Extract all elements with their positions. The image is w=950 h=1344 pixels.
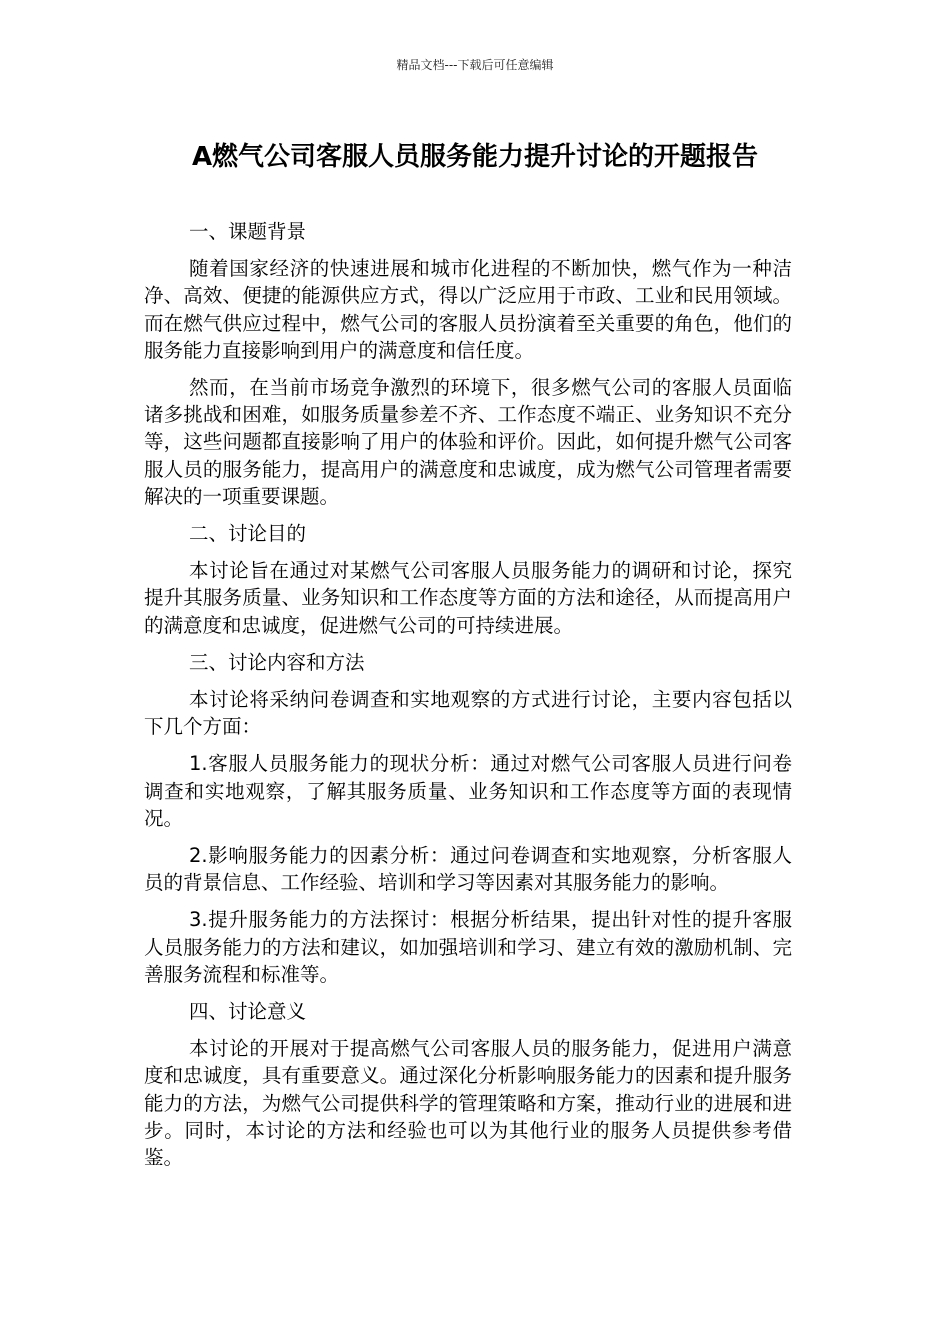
paragraph: 本讨论的开展对于提高燃气公司客服人员的服务能力，促进用户满意度和忠诚度，具有重要意义。通过深化分析影响服务能力的因素和提升服务能力的方法，为燃气公司提供科学的管理策略和方案，推动行业的进展和进步。同时，本讨论的方法和经验也可以为其他行业的服务人员提供参考借鉴。	[144, 1037, 792, 1170]
document-title: A燃气公司客服人员服务能力提升讨论的开题报告	[191, 142, 759, 172]
page-header-watermark: 精品文档---下载后可任意编辑	[396, 58, 554, 72]
section-purpose	[144, 520, 792, 639]
section-heading: 二、讨论目的	[189, 522, 307, 546]
section-significance	[144, 998, 792, 1171]
document-body	[144, 218, 792, 1181]
list-item: 2.影响服务能力的因素分析：通过问卷调查和实地观察，分析客服人员的背景信息、工作经验、培训和学习等因素对其服务能力的影响。	[144, 844, 792, 895]
list-item: 1.客服人员服务能力的现状分析：通过对燃气公司客服人员进行问卷调查和实地观察，了解其服务质量、业务知识和工作态度等方面的表现情况。	[144, 752, 792, 830]
paragraph: 本讨论旨在通过对某燃气公司客服人员服务能力的调研和讨论，探究提升其服务质量、业务知识和工作态度等方面的方法和途径，从而提高用户的满意度和忠诚度，促进燃气公司的可持续进展。	[144, 559, 792, 637]
paragraph: 然而，在当前市场竞争激烈的环境下，很多燃气公司的客服人员面临诸多挑战和困难，如服务质量参差不齐、工作态度不端正、业务知识不充分等，这些问题都直接影响了用户的体验和评价。因此，如何提升燃气公司客服人员的服务能力，提高用户的满意度和忠诚度，成为燃气公司管理者需要解决的一项重要课题。	[144, 376, 792, 508]
paragraph: 本讨论将采纳问卷调查和实地观察的方式进行讨论，主要内容包括以下几个方面：	[144, 688, 792, 739]
list-item: 3.提升服务能力的方法探讨：根据分析结果，提出针对性的提升客服人员服务能力的方法和建议，如加强培训和学习、建立有效的激励机制、完善服务流程和标准等。	[144, 908, 792, 986]
section-heading: 一、课题背景	[189, 220, 307, 243]
paragraph: 随着国家经济的快速进展和城市化进程的不断加快，燃气作为一种洁净、高效、便捷的能源供应方式，得以广泛应用于市政、工业和民用领域。而在燃气供应过程中，燃气公司的客服人员扮演着至关重要的角色，他们的服务能力直接影响到用户的满意度和信任度。	[144, 257, 792, 362]
section-content-and-methods	[144, 649, 792, 988]
section-heading: 四、讨论意义	[189, 1000, 307, 1024]
section-background	[144, 218, 792, 510]
section-heading: 三、讨论内容和方法	[189, 650, 365, 674]
